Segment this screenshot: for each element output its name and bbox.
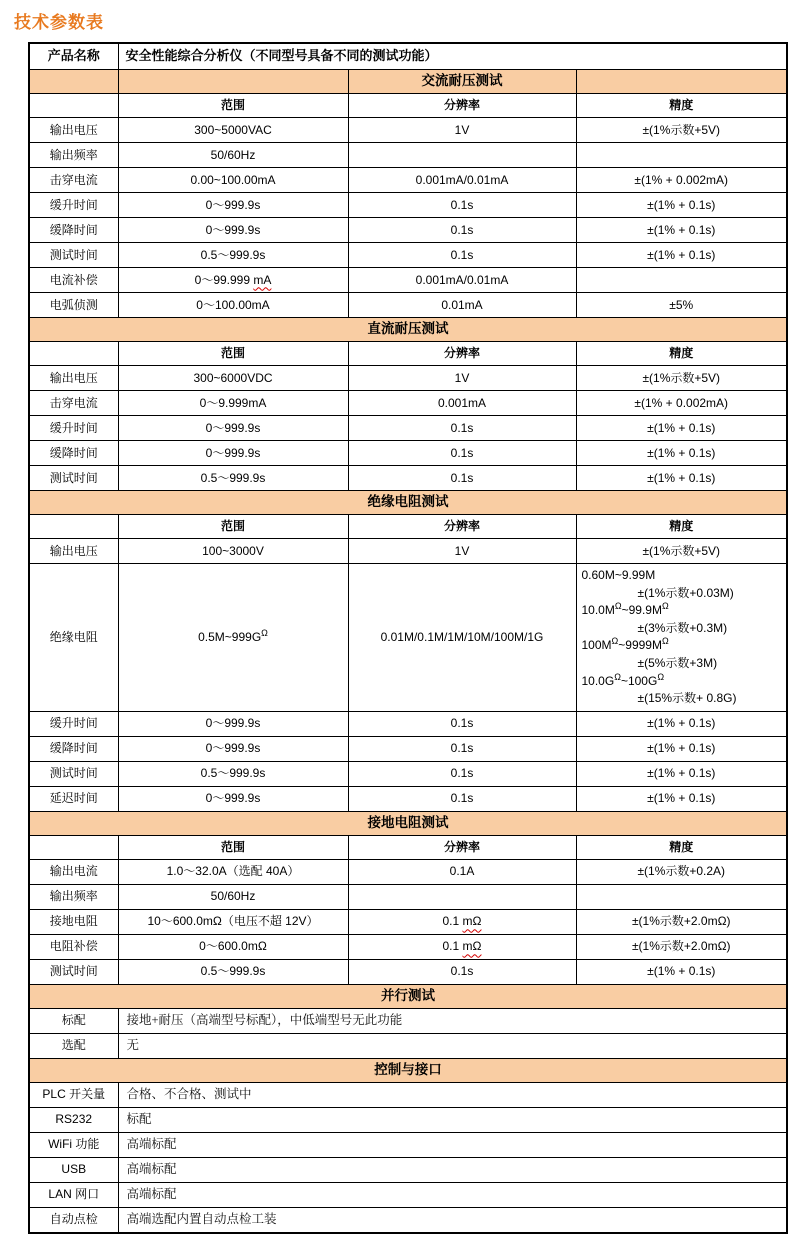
spec-row <box>29 168 787 193</box>
range-value: 50/60Hz <box>118 884 348 909</box>
accuracy-line: $10.0M^\Omega\sim 99.9M^\Omega$ <box>581 601 669 618</box>
column-header-resolution: 分辨率 <box>348 515 576 539</box>
range-value: 300~6000VDC <box>118 366 348 391</box>
param-label: WiFi 功能 <box>29 1132 118 1157</box>
accuracy-value <box>576 143 787 168</box>
spec-row <box>29 293 787 318</box>
interface-row <box>29 1082 787 1107</box>
accuracy-value: ±(1% + 0.1s) <box>576 786 787 811</box>
spec-row <box>29 243 787 268</box>
accuracy-value: ±(1%示数+0.2A) <box>576 859 787 884</box>
section-header-row <box>29 491 787 515</box>
range-value: $0.5M\sim 999G^\Omega$ <box>118 564 348 712</box>
spec-row <box>29 564 787 712</box>
resolution-value: 0.001mA/0.01mA <box>348 268 576 293</box>
param-label: 缓降时间 <box>29 441 118 466</box>
resolution-value: 0.1s <box>348 441 576 466</box>
accuracy-value: ±(1% + 0.1s) <box>576 243 787 268</box>
spellcheck-squiggle: mΩ <box>462 939 482 954</box>
spec-row <box>29 193 787 218</box>
param-label: PLC 开关量 <box>29 1082 118 1107</box>
accuracy-value: ±(1%示数+5V) <box>576 118 787 143</box>
accuracy-line: ±(5%示数+3M) <box>637 655 718 670</box>
resolution-value: 0.1s <box>348 711 576 736</box>
range-value: 0～99.999 mA <box>118 268 348 293</box>
resolution-value: 0.1s <box>348 736 576 761</box>
column-header-accuracy: 精度 <box>576 515 787 539</box>
param-label: 延迟时间 <box>29 786 118 811</box>
spec-row <box>29 761 787 786</box>
range-value: 100~3000V <box>118 539 348 564</box>
param-label: 输出电压 <box>29 539 118 564</box>
accuracy-line: ±(15%示数+ 0.8G) <box>637 691 737 706</box>
param-label: 输出频率 <box>29 884 118 909</box>
param-label: 标配 <box>29 1008 118 1033</box>
param-value: 合格、不合格、测试中 <box>118 1082 787 1107</box>
column-header-accuracy: 精度 <box>576 94 787 118</box>
range-value: 0.00~100.00mA <box>118 168 348 193</box>
resolution-value: 0.01mA <box>348 293 576 318</box>
spec-row <box>29 466 787 491</box>
resolution-value: 0.1s <box>348 218 576 243</box>
range-value: 0～999.9s <box>118 441 348 466</box>
spec-row <box>29 959 787 984</box>
accuracy-value: ±(1% + 0.002mA) <box>576 168 787 193</box>
column-header-range: 范围 <box>118 94 348 118</box>
param-value: 无 <box>118 1033 787 1058</box>
interface-row <box>29 1033 787 1058</box>
interface-row <box>29 1107 787 1132</box>
spec-row <box>29 118 787 143</box>
param-label: 输出电流 <box>29 859 118 884</box>
param-label: 击穿电流 <box>29 168 118 193</box>
resolution-value: 0.1 mΩ <box>348 934 576 959</box>
resolution-value: 0.1s <box>348 416 576 441</box>
spec-row <box>29 366 787 391</box>
product-name-row <box>29 43 787 70</box>
column-header-resolution: 分辨率 <box>348 342 576 366</box>
accuracy-value: ±(1% + 0.1s) <box>576 416 787 441</box>
accuracy-value: ±5% <box>576 293 787 318</box>
spec-row <box>29 884 787 909</box>
interface-row <box>29 1182 787 1207</box>
range-value: 0～999.9s <box>118 218 348 243</box>
interface-row <box>29 1207 787 1233</box>
range-value: 1.0～32.0A（选配 40A） <box>118 859 348 884</box>
param-label: 测试时间 <box>29 959 118 984</box>
accuracy-value: ±(1%示数+2.0mΩ) <box>576 934 787 959</box>
param-label: 选配 <box>29 1033 118 1058</box>
accuracy-value: ±(1%示数+2.0mΩ) <box>576 909 787 934</box>
column-header-empty <box>29 835 118 859</box>
accuracy-line: $10.0G^\Omega\sim 100G^\Omega$ <box>581 671 665 688</box>
accuracy-line: 0.60M~9.99M <box>581 568 656 582</box>
section-band-cell <box>29 70 118 94</box>
accuracy-value: ±(1% + 0.1s) <box>576 466 787 491</box>
spec-row <box>29 736 787 761</box>
param-label: 测试时间 <box>29 466 118 491</box>
resolution-value <box>348 884 576 909</box>
param-label: USB <box>29 1157 118 1182</box>
section-header-row <box>29 70 787 94</box>
column-header-range: 范围 <box>118 515 348 539</box>
section-header-row <box>29 318 787 342</box>
accuracy-line: $100M^\Omega\sim 9999M^\Omega$ <box>581 636 669 653</box>
section-header-row <box>29 1058 787 1082</box>
column-header-accuracy: 精度 <box>576 342 787 366</box>
resolution-value: 0.1 mΩ <box>348 909 576 934</box>
accuracy-value <box>576 564 787 712</box>
param-label: 接地电阻 <box>29 909 118 934</box>
param-value: 高端标配 <box>118 1182 787 1207</box>
accuracy-value: ±(1% + 0.1s) <box>576 193 787 218</box>
section-header-row <box>29 811 787 835</box>
spec-row <box>29 441 787 466</box>
param-value: 高端标配 <box>118 1132 787 1157</box>
column-header-accuracy: 精度 <box>576 835 787 859</box>
spec-table <box>28 42 788 1234</box>
column-header-range: 范围 <box>118 835 348 859</box>
section-title: 直流耐压测试 <box>29 318 787 342</box>
resolution-value: 0.1s <box>348 761 576 786</box>
param-label: 测试时间 <box>29 243 118 268</box>
column-header-empty <box>29 515 118 539</box>
range-value: 10～600.0mΩ（电压不超 12V） <box>118 909 348 934</box>
range-value: 50/60Hz <box>118 143 348 168</box>
interface-row <box>29 1008 787 1033</box>
range-value: 0.5～999.9s <box>118 761 348 786</box>
section-title: 绝缘电阻测试 <box>29 491 787 515</box>
accuracy-value: ±(1% + 0.1s) <box>576 959 787 984</box>
section-band-cell <box>576 70 787 94</box>
column-header-empty <box>29 94 118 118</box>
param-value: 高端选配内置自动点检工装 <box>118 1207 787 1233</box>
section-title: 控制与接口 <box>29 1058 787 1082</box>
resolution-value: 0.1s <box>348 466 576 491</box>
accuracy-value: ±(1% + 0.1s) <box>576 736 787 761</box>
param-label: 电弧侦测 <box>29 293 118 318</box>
param-label: 缓降时间 <box>29 218 118 243</box>
product-name-label: 产品名称 <box>29 43 118 70</box>
spec-row <box>29 268 787 293</box>
resolution-value: 0.1s <box>348 243 576 268</box>
spec-row <box>29 909 787 934</box>
resolution-value: 0.1A <box>348 859 576 884</box>
param-label: 缓升时间 <box>29 416 118 441</box>
accuracy-value <box>576 268 787 293</box>
spec-row <box>29 218 787 243</box>
accuracy-line: ±(1%示数+0.03M) <box>637 585 734 600</box>
column-header-row <box>29 515 787 539</box>
range-value: 300~5000VAC <box>118 118 348 143</box>
param-label: RS232 <box>29 1107 118 1132</box>
accuracy-value: ±(1% + 0.1s) <box>576 761 787 786</box>
spellcheck-squiggle: mΩ <box>462 914 482 929</box>
section-title: 并行测试 <box>29 984 787 1008</box>
param-label: 输出电压 <box>29 366 118 391</box>
column-header-range: 范围 <box>118 342 348 366</box>
range-value: 0～600.0mΩ <box>118 934 348 959</box>
param-label: 自动点检 <box>29 1207 118 1233</box>
section-band-cell <box>118 70 348 94</box>
column-header-resolution: 分辨率 <box>348 835 576 859</box>
range-value: 0～999.9s <box>118 416 348 441</box>
range-value: 0.5～999.9s <box>118 466 348 491</box>
spec-row <box>29 786 787 811</box>
param-label: 输出电压 <box>29 118 118 143</box>
spec-row <box>29 416 787 441</box>
spellcheck-squiggle: mA <box>253 272 272 287</box>
column-header-row <box>29 94 787 118</box>
column-header-row <box>29 342 787 366</box>
param-label: LAN 网口 <box>29 1182 118 1207</box>
range-value: 0.5～999.9s <box>118 243 348 268</box>
column-header-empty <box>29 342 118 366</box>
accuracy-line: ±(3%示数+0.3M) <box>637 620 728 635</box>
accuracy-value <box>576 884 787 909</box>
column-header-resolution: 分辨率 <box>348 94 576 118</box>
param-label: 缓升时间 <box>29 711 118 736</box>
resolution-value: 0.1s <box>348 786 576 811</box>
resolution-value: 0.1s <box>348 959 576 984</box>
section-title: 交流耐压测试 <box>348 70 576 94</box>
range-value: 0.5～999.9s <box>118 959 348 984</box>
spec-row <box>29 934 787 959</box>
range-value: 0～999.9s <box>118 736 348 761</box>
accuracy-value: ±(1% + 0.1s) <box>576 218 787 243</box>
range-value: 0～999.9s <box>118 711 348 736</box>
range-value: 0～9.999mA <box>118 391 348 416</box>
spec-row <box>29 391 787 416</box>
column-header-row <box>29 835 787 859</box>
range-value: 0～999.9s <box>118 193 348 218</box>
accuracy-value: ±(1% + 0.1s) <box>576 441 787 466</box>
resolution-value <box>348 143 576 168</box>
range-value: 0～999.9s <box>118 786 348 811</box>
section-header-row <box>29 984 787 1008</box>
resolution-value: 1V <box>348 539 576 564</box>
param-value: 标配 <box>118 1107 787 1132</box>
param-label: 电流补偿 <box>29 268 118 293</box>
product-name-value: 安全性能综合分析仪（不同型号具备不同的测试功能） <box>118 43 787 70</box>
spec-row <box>29 711 787 736</box>
resolution-value: 0.001mA <box>348 391 576 416</box>
accuracy-value: ±(1%示数+5V) <box>576 366 787 391</box>
param-value: 接地+耐压（高端型号标配），中低端型号无此功能 <box>118 1008 787 1033</box>
page-title: 技术参数表 <box>14 13 104 32</box>
interface-row <box>29 1132 787 1157</box>
param-label: 缓升时间 <box>29 193 118 218</box>
resolution-value: 0.001mA/0.01mA <box>348 168 576 193</box>
resolution-value: 0.1s <box>348 193 576 218</box>
spec-row <box>29 143 787 168</box>
resolution-value: 1V <box>348 366 576 391</box>
param-label: 绝缘电阻 <box>29 564 118 712</box>
accuracy-value: ±(1% + 0.1s) <box>576 711 787 736</box>
resolution-value: 0.01M/0.1M/1M/10M/100M/1G <box>348 564 576 712</box>
accuracy-value: ±(1% + 0.002mA) <box>576 391 787 416</box>
range-value: 0～100.00mA <box>118 293 348 318</box>
resolution-value: 1V <box>348 118 576 143</box>
accuracy-value: ±(1%示数+5V) <box>576 539 787 564</box>
param-value: 高端标配 <box>118 1157 787 1182</box>
param-label: 电阻补偿 <box>29 934 118 959</box>
param-label: 测试时间 <box>29 761 118 786</box>
interface-row <box>29 1157 787 1182</box>
param-label: 击穿电流 <box>29 391 118 416</box>
param-label: 输出频率 <box>29 143 118 168</box>
param-label: 缓降时间 <box>29 736 118 761</box>
spec-row <box>29 859 787 884</box>
spec-row <box>29 539 787 564</box>
section-title: 接地电阻测试 <box>29 811 787 835</box>
